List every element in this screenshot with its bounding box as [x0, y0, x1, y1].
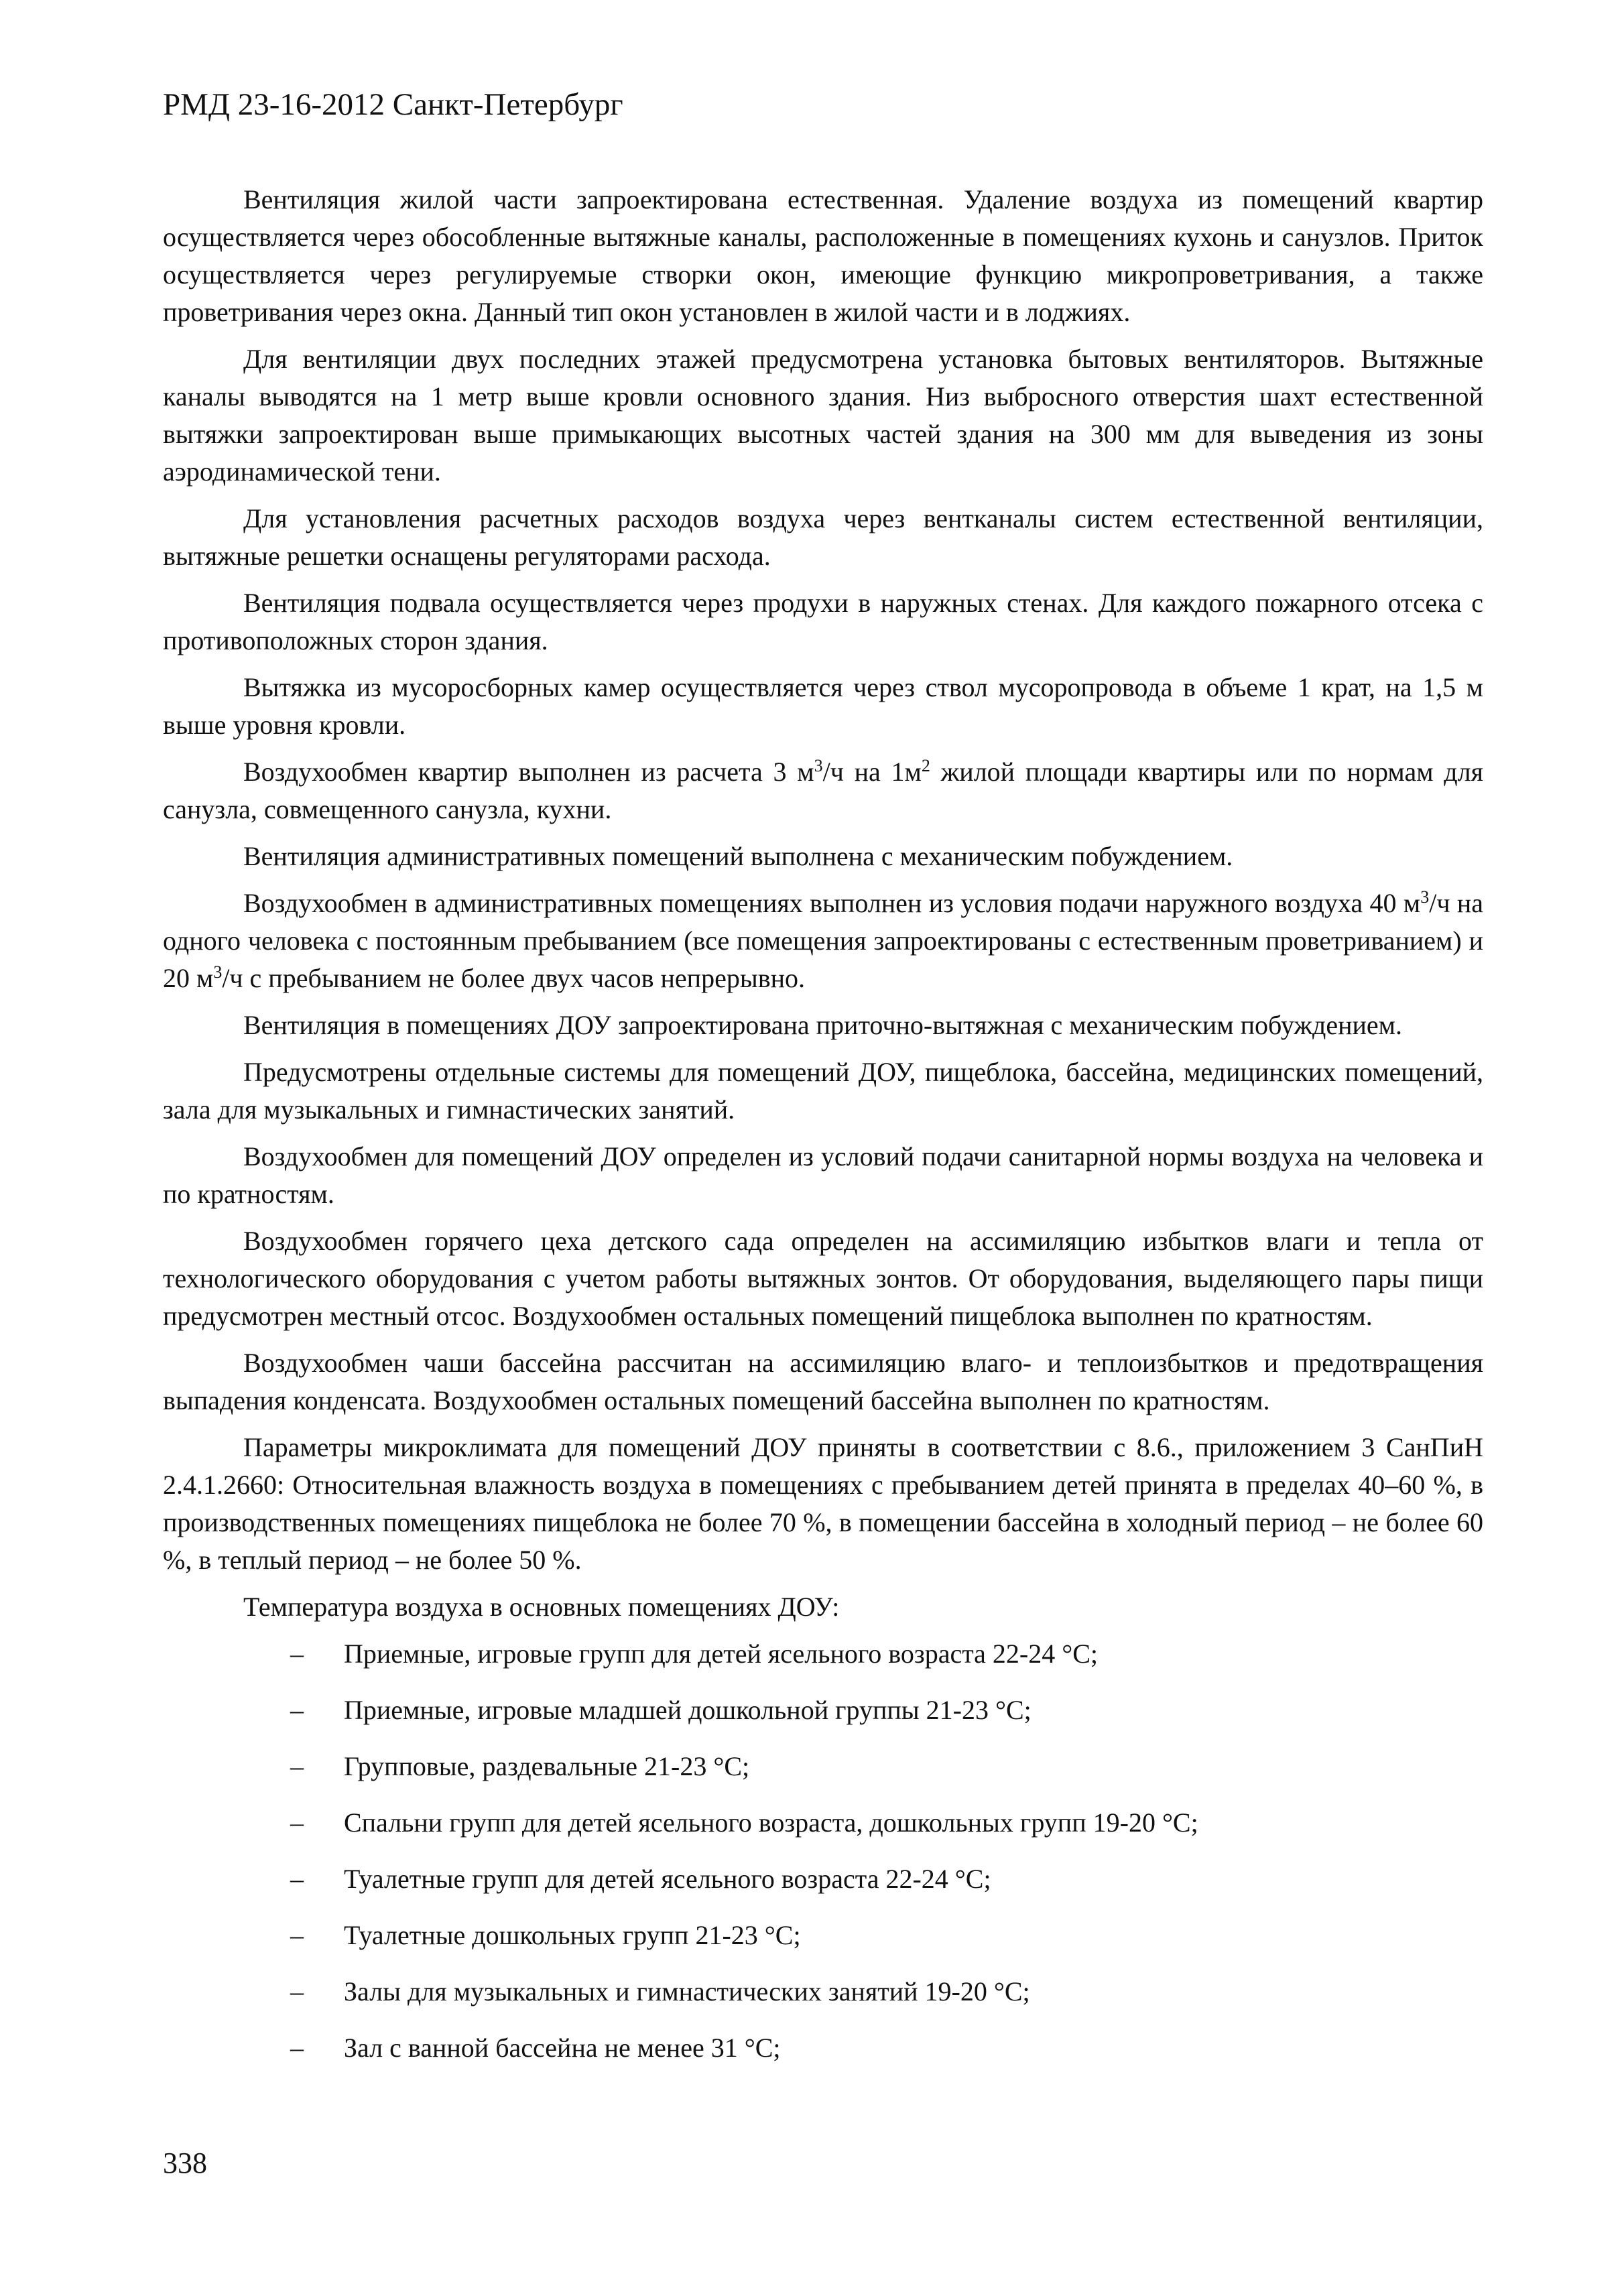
list-item-text: Залы для музыкальных и гимнастических занятий 19-20 °С;: [344, 1976, 1030, 2006]
list-item: [163, 1692, 1483, 1729]
paragraph: Предусмотрены отдельные системы для помещений ДОУ, пищеблока, бассейна, медицинских помещений, зала для музыкальных и гимнастических занятий.: [163, 1057, 1483, 1125]
temperature-list: [163, 1635, 1483, 2067]
paragraph: Для установления расчетных расходов воздуха через вентканалы систем естественной вентиляции, вытяжные решетки оснащены регуляторами расхода.: [163, 503, 1483, 571]
list-item-text: Туалетные дошкольных групп 21-23 °С;: [344, 1920, 801, 1950]
list-dash: –: [290, 1639, 304, 1669]
list-item-text: Туалетные групп для детей ясельного возраста 22-24 °С;: [344, 1864, 991, 1894]
paragraph-admin-air: [163, 885, 1483, 997]
text-run: жилой площади квартиры или по нормам для санузла, совмещенного санузла, кухни.: [163, 757, 1484, 824]
list-item-text: Групповые, раздевальные 21-23 °С;: [344, 1751, 750, 1781]
paragraph: Воздухообмен чаши бассейна рассчитан на ассимиляцию влаго- и теплоизбытков и предотвращения выпадения конденсата. Воздухообмен остальных помещений бассейна выполнен по кратностям.: [163, 1348, 1483, 1415]
document-header: РМД 23-16-2012 Санкт-Петербург: [163, 87, 623, 122]
paragraph: Температура воздуха в основных помещениях ДОУ:: [243, 1592, 840, 1622]
text-run: Воздухообмен квартир выполнен из расчета 3 м: [243, 757, 814, 787]
list-item-text: Спальни групп для детей ясельного возраста, дошкольных групп 19-20 °С;: [344, 1807, 1198, 1838]
paragraph: Для вентиляции двух последних этажей предусмотрена установка бытовых вентиляторов. Вытяжные каналы выводятся на 1 метр выше кровли основного здания. Низ выбросного отверстия шахт естественной вытяжки запроектирован выше примыкающих высотных частей здания на 300 мм для выведения из зоны аэродинамической тени.: [163, 344, 1483, 487]
paragraph: Воздухообмен горячего цеха детского сада определен на ассимиляцию избытков влаги и тепла от технологического оборудования с учетом работы вытяжных зонтов. От оборудования, выделяющего пары пищи предусмотрен местный отсос. Воздухообмен остальных помещений пищеблока выполнен по кратностям.: [163, 1226, 1483, 1331]
list-dash: –: [290, 1751, 304, 1781]
list-dash: –: [290, 1807, 304, 1838]
list-item: [163, 1635, 1483, 1673]
paragraph-air-exchange: [163, 753, 1483, 828]
list-item-text: Приемные, игровые младшей дошкольной группы 21-23 °С;: [344, 1695, 1032, 1725]
text-run: /ч с пребыванием не более двух часов непрерывно.: [222, 963, 805, 993]
superscript: 3: [814, 756, 823, 775]
superscript: 3: [213, 962, 223, 982]
list-item-text: Зал с ванной бассейна не менее 31 °С;: [344, 2033, 781, 2063]
list-dash: –: [290, 1864, 304, 1894]
list-item: [163, 1804, 1483, 1842]
list-item: [163, 1748, 1483, 1785]
paragraph: Вытяжка из мусоросборных камер осуществляется через ствол мусоропровода в объеме 1 крат, на 1,5 м выше уровня кровли.: [163, 672, 1483, 740]
list-dash: –: [290, 2033, 304, 2063]
list-dash: –: [290, 1920, 304, 1950]
paragraph: Воздухообмен для помещений ДОУ определен из условий подачи санитарной нормы воздуха на человека и по кратностям.: [163, 1141, 1483, 1209]
paragraph: Вентиляция подвала осуществляется через продухи в наружных стенах. Для каждого пожарного отсека с противоположных сторон здания.: [163, 588, 1483, 655]
paragraph: Вентиляция жилой части запроектирована естественная. Удаление воздуха из помещений квартир осуществляется через обособленные вытяжные каналы, расположенные в помещениях кухонь и санузлов. Приток осуществляется через регулируемые створки окон, имеющие функцию микропроветривания, а также проветривания через окна. Данный тип окон установлен в жилой части и в лоджиях.: [163, 184, 1483, 327]
text-run: /ч на 1м: [822, 757, 922, 787]
paragraph: Вентиляция в помещениях ДОУ запроектирована приточно-вытяжная с механическим побуждением.: [243, 1010, 1402, 1040]
paragraph: Параметры микроклимата для помещений ДОУ приняты в соответствии с 8.6., приложением 3 СанПиН 2.4.1.2660: Относительная влажность воздуха в помещениях с пребыванием детей принята в пределах 40–60 %, в производственных помещениях пищеблока не более 70 %, в помещении бассейна в холодный период – не более 60 %, в теплый период – не более 50 %.: [163, 1432, 1483, 1575]
text-run: /ч на одного человека с постоянным пребыванием (все помещения запроектированы с естественным проветриванием) и 20 м: [163, 888, 1484, 993]
list-item: [163, 1973, 1483, 2011]
document-body: [163, 181, 1483, 2086]
superscript: 2: [921, 756, 930, 775]
paragraph: Вентиляция административных помещений выполнена с механическим побуждением.: [243, 841, 1233, 871]
list-dash: –: [290, 1695, 304, 1725]
list-item-text: Приемные, игровые групп для детей ясельного возраста 22-24 °С;: [344, 1639, 1099, 1669]
list-item: [163, 1860, 1483, 1898]
page-number: 338: [163, 2147, 207, 2179]
text-run: Воздухообмен в административных помещениях выполнен из условия подачи наружного воздуха 40 м: [243, 888, 1421, 918]
list-dash: –: [290, 1976, 304, 2006]
list-item: [163, 1917, 1483, 1954]
list-item: [163, 2029, 1483, 2067]
superscript: 3: [1420, 887, 1430, 907]
